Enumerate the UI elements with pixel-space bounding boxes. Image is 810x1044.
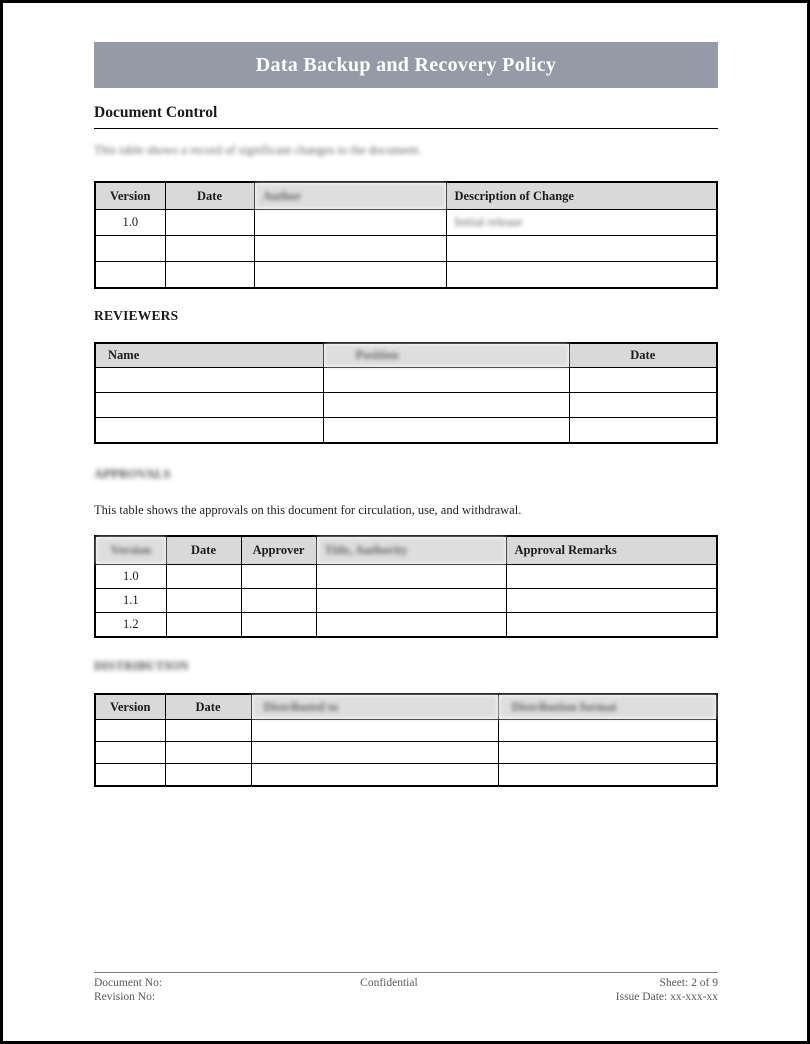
cell-distributed-to [251, 720, 498, 742]
document-no-label: Document No: [94, 976, 163, 989]
cell-description [446, 236, 717, 262]
table-row [95, 210, 717, 236]
table-row [95, 742, 717, 764]
cell-date [166, 613, 241, 638]
column-header-position: Position [323, 343, 569, 368]
cell-description: Initial release [446, 210, 717, 236]
column-header-approver: Approver [241, 536, 316, 565]
cell-version: 1.0 [95, 565, 166, 589]
cell-distributed-to [251, 764, 498, 787]
column-header-description: Description of Change [446, 182, 717, 210]
cell-title-authority [316, 613, 506, 638]
approvals-heading: APPROVALS [94, 467, 171, 481]
table-row [95, 720, 717, 742]
cell-title-authority [316, 589, 506, 613]
table-row [95, 589, 717, 613]
table-row [95, 613, 717, 638]
cell-date [165, 764, 251, 787]
approvals-table [94, 535, 718, 638]
cell-version: 1.2 [95, 613, 166, 638]
cell-approval-remarks [506, 613, 717, 638]
issue-date-label: Issue Date: xx-xxx-xx [615, 990, 718, 1003]
column-header-date: Date [165, 694, 251, 720]
distribution-heading: DISTRIBUTION [94, 659, 189, 673]
table-row [95, 236, 717, 262]
cell-name [95, 393, 323, 418]
table-row [95, 418, 717, 444]
cell-date [569, 418, 717, 444]
cell-date [165, 262, 254, 289]
column-header-version: Version [95, 536, 166, 565]
cell-approver [241, 589, 316, 613]
cell-title-authority [316, 565, 506, 589]
cell-date [569, 393, 717, 418]
title-banner [94, 42, 718, 88]
cell-name [95, 368, 323, 393]
approvals-intro: This table shows the approvals on this document for circulation, use, and withdrawal. [94, 503, 522, 517]
column-header-author: Author [254, 182, 446, 210]
cell-version [95, 742, 165, 764]
cell-date [165, 236, 254, 262]
footer-left [94, 976, 162, 1004]
table-header-row [95, 536, 717, 565]
column-header-date: Date [569, 343, 717, 368]
table-header-row [95, 182, 717, 210]
cell-author [254, 210, 446, 236]
column-header-distributed-to: Distributed to [251, 694, 498, 720]
column-header-version: Version [95, 182, 165, 210]
cell-position [323, 368, 569, 393]
sheet-label: Sheet: 2 of 9 [659, 976, 718, 989]
document-control-heading: Document Control [94, 104, 718, 129]
revision-no-label: Revision No: [94, 990, 156, 1003]
table-header-row [95, 694, 717, 720]
cell-author [254, 236, 446, 262]
cell-date [165, 210, 254, 236]
cell-distribution-format [498, 720, 717, 742]
cell-approval-remarks [506, 589, 717, 613]
cell-approver [241, 565, 316, 589]
confidential-label: Confidential [360, 976, 418, 989]
table-row [95, 262, 717, 289]
cell-date [165, 720, 251, 742]
cell-version: 1.1 [95, 589, 166, 613]
page-footer [94, 972, 718, 1004]
cell-distributed-to [251, 742, 498, 764]
document-control-intro: This table shows a record of significant changes to the document. [94, 143, 422, 157]
table-header-row [95, 343, 717, 368]
cell-approval-remarks [506, 565, 717, 589]
column-header-title-authority: Title, Authority [316, 536, 506, 565]
cell-version [95, 262, 165, 289]
column-header-distribution-format: Distribution format [498, 694, 717, 720]
column-header-date: Date [166, 536, 241, 565]
page-title: Data Backup and Recovery Policy [255, 53, 557, 76]
table-row [95, 393, 717, 418]
document-control-table [94, 181, 718, 289]
table-row [95, 565, 717, 589]
cell-date [165, 742, 251, 764]
cell-author [254, 262, 446, 289]
column-header-approval-remarks: Approval Remarks [506, 536, 717, 565]
column-header-date: Date [165, 182, 254, 210]
cell-distribution-format [498, 742, 717, 764]
footer-right [616, 976, 718, 1004]
cell-date [569, 368, 717, 393]
cell-date [166, 589, 241, 613]
cell-approver [241, 613, 316, 638]
cell-name [95, 418, 323, 444]
cell-date [166, 565, 241, 589]
cell-version [95, 236, 165, 262]
reviewers-table [94, 342, 718, 444]
column-header-name: Name [95, 343, 323, 368]
column-header-version: Version [95, 694, 165, 720]
cell-version [95, 720, 165, 742]
cell-distribution-format [498, 764, 717, 787]
cell-description [446, 262, 717, 289]
cell-version [95, 764, 165, 787]
distribution-table [94, 693, 718, 787]
cell-version: 1.0 [95, 210, 165, 236]
cell-position [323, 393, 569, 418]
cell-position [323, 418, 569, 444]
reviewers-heading: REVIEWERS [94, 308, 179, 323]
table-row [95, 764, 717, 787]
table-row [95, 368, 717, 393]
